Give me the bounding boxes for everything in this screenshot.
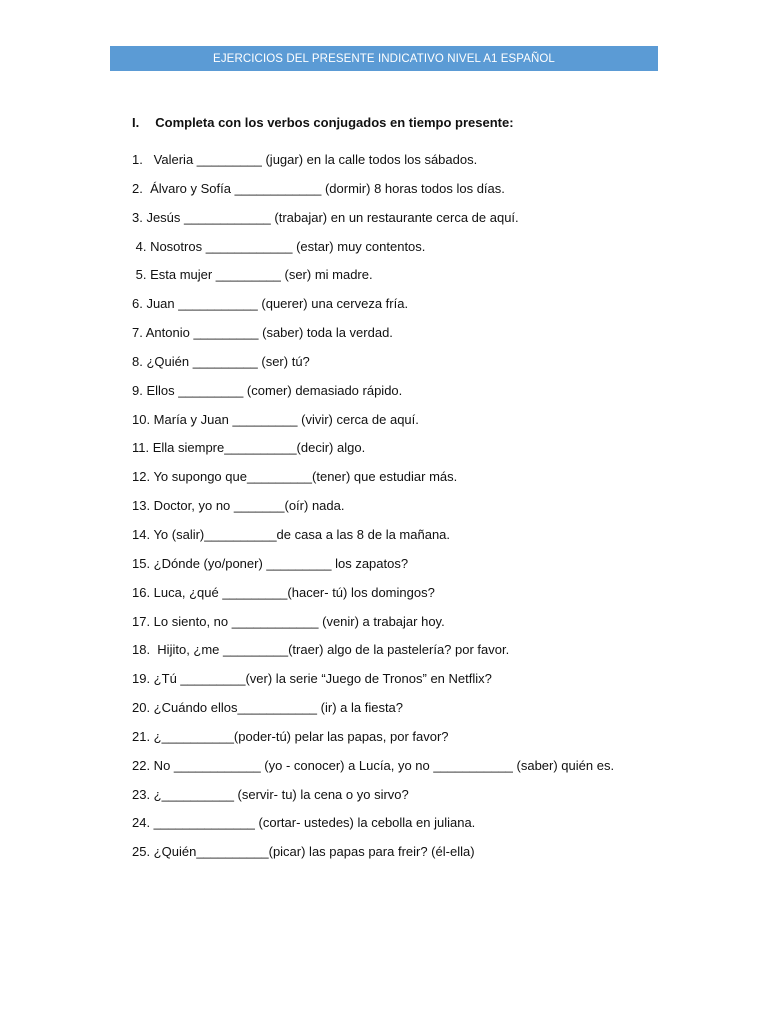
- exercise-item: 8. ¿Quién _________ (ser) tú?: [132, 353, 310, 369]
- exercise-item: 16. Luca, ¿qué _________(hacer- tú) los domingos?: [132, 584, 435, 600]
- exercise-item: 5. Esta mujer _________ (ser) mi madre.: [132, 267, 373, 283]
- exercise-item: 1. Valeria _________ (jugar) en la calle todos los sábados.: [132, 152, 478, 167]
- exercise-item: 23. ¿__________ (servir- tu) la cena o yo sirvo?: [132, 786, 409, 802]
- exercise-item: 11. Ella siempre__________(decir) algo.: [132, 440, 366, 456]
- exercise-item: 13. Doctor, yo no _______(oír) nada.: [132, 498, 345, 514]
- exercise-item: 2. Álvaro y Sofía ____________ (dormir) 8 horas todos los días.: [132, 180, 505, 196]
- section-instruction: Completa con los verbos conjugados en tiempo presente:: [155, 115, 514, 130]
- exercise-item: 18. Hijito, ¿me _________(traer) algo de la pastelería? por favor.: [132, 642, 510, 658]
- exercise-item: 6. Juan ___________ (querer) una cerveza fría.: [132, 296, 409, 312]
- exercise-item: 3. Jesús ____________ (trabajar) en un restaurante cerca de aquí.: [132, 209, 519, 225]
- exercise-item: 9. Ellos _________ (comer) demasiado rápido.: [132, 382, 403, 398]
- header-banner: [110, 46, 658, 71]
- exercise-item: 10. María y Juan _________ (vivir) cerca de aquí.: [132, 411, 419, 427]
- section-number: I.: [132, 115, 140, 130]
- exercise-item: 12. Yo supongo que_________(tener) que estudiar más.: [132, 469, 458, 485]
- exercise-item: 15. ¿Dónde (yo/poner) _________ los zapatos?: [132, 555, 409, 571]
- exercise-item: 22. No ____________ (yo - conocer) a Lucía, yo no ___________ (saber) quién es.: [132, 757, 615, 773]
- section-heading: [132, 115, 514, 130]
- exercise-item: 21. ¿__________(poder-tú) pelar las papas, por favor?: [132, 728, 449, 744]
- exercise-item: 7. Antonio _________ (saber) toda la verdad.: [132, 325, 393, 341]
- exercise-item: 14. Yo (salir)__________de casa a las 8 de la mañana.: [132, 526, 451, 542]
- exercise-item: 19. ¿Tú _________(ver) la serie “Juego de Tronos” en Netflix?: [132, 671, 492, 687]
- exercise-item: 25. ¿Quién__________(picar) las papas para freir? (él-ella): [132, 844, 475, 860]
- exercise-item: 20. ¿Cuándo ellos___________ (ir) a la fiesta?: [132, 700, 404, 716]
- exercise-item: 17. Lo siento, no ____________ (venir) a trabajar hoy.: [132, 613, 445, 629]
- exercise-item: 4. Nosotros ____________ (estar) muy contentos.: [132, 238, 426, 254]
- document-title: EJERCICIOS DEL PRESENTE INDICATIVO NIVEL A1 ESPAÑOL: [213, 52, 555, 65]
- exercise-list: [132, 151, 692, 872]
- exercise-item: 24. ______________ (cortar- ustedes) la cebolla en juliana.: [132, 815, 476, 831]
